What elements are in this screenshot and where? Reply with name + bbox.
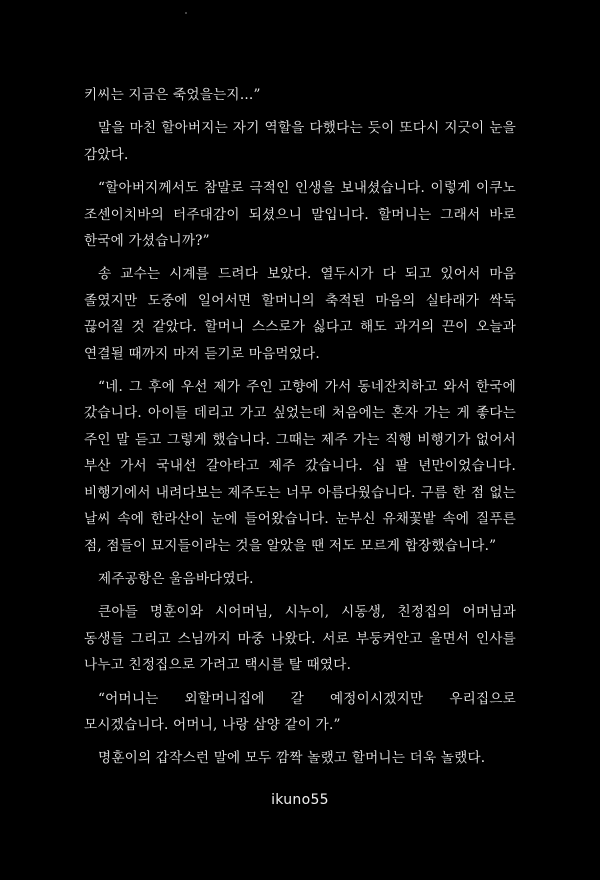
paragraph-4: 송 교수는 시계를 드려다 보았다. 열두시가 다 되고 있어서 마음 졸였지만 도중에 일어서면 할머니의 축적된 마음의 실타래가 싹둑 끊어질 것 같았다. 할머니 스스로가 싫다고 해도 과거의 끈이 오늘과 연결될 때까지 마저 듣기로 마음먹었다. [84,266,516,362]
paragraph-5: “네. 그 후에 우선 제가 주인 고향에 가서 동네잔치하고 와서 한국에 갔습니다. 아이들 데리고 가고 싶었는데 처음에는 혼자 가는 게 좋다는 주인 말 듣고 그렇게 했습니다. 그때는 제주 가는 직행 비행기가 없어서 부산 가서 국내선 갈아타고 제주 갔습니다. 십 팔 년만이었습니다. 비행기에서 내려다보는 제주도는 너무 아름다웠습니다. 구름 한 점 없는 날씨 속에 한라산이 눈에 들어왔습니다. 눈부신 유채꽃밭 속에 질푸른 점, 점들이 묘지들이라는 것을 알았을 땐 저도 모르게 합장했습니다.” [84,379,516,554]
paragraph-3: “할아버지께서도 참말로 극적인 인생을 보내셨습니다. 이렇게 이쿠노 조센이치바의 터주대감이 되셨으니 말입니다. 할머니는 그래서 바로 한국에 가셨습니까?” [84,180,516,250]
scan-speck [185,12,187,14]
paragraph-9: 명훈이의 갑작스런 말에 모두 깜짝 놀랬고 할머니는 더욱 놀랬다. [98,750,486,767]
document-body [84,82,516,779]
paragraph-2: 말을 마친 할아버지는 자기 역할을 다했다는 듯이 또다시 지긋이 눈을 감았다. [84,120,516,163]
paragraph-8: “어머니는 외할머니집에 갈 예정이시겠지만 우리집으로 모시겠습니다. 어머니, 나랑 삼양 같이 가.” [84,690,516,733]
page-footer: ikuno55 [271,792,329,808]
paragraph-1: 키씨는 지금은 죽었을는지…” [84,87,261,103]
paragraph-7: 큰아들 명훈이와 시어머님, 시누이, 시동생, 친정집의 어머님과 동생들 그리고 스님까지 마중 나왔다. 서로 부둥켜안고 울면서 인사를 나누고 친정집으로 가려고 택시를 탈 때였다. [84,604,516,674]
paragraph-6: 제주공항은 울음바다였다. [98,570,254,587]
